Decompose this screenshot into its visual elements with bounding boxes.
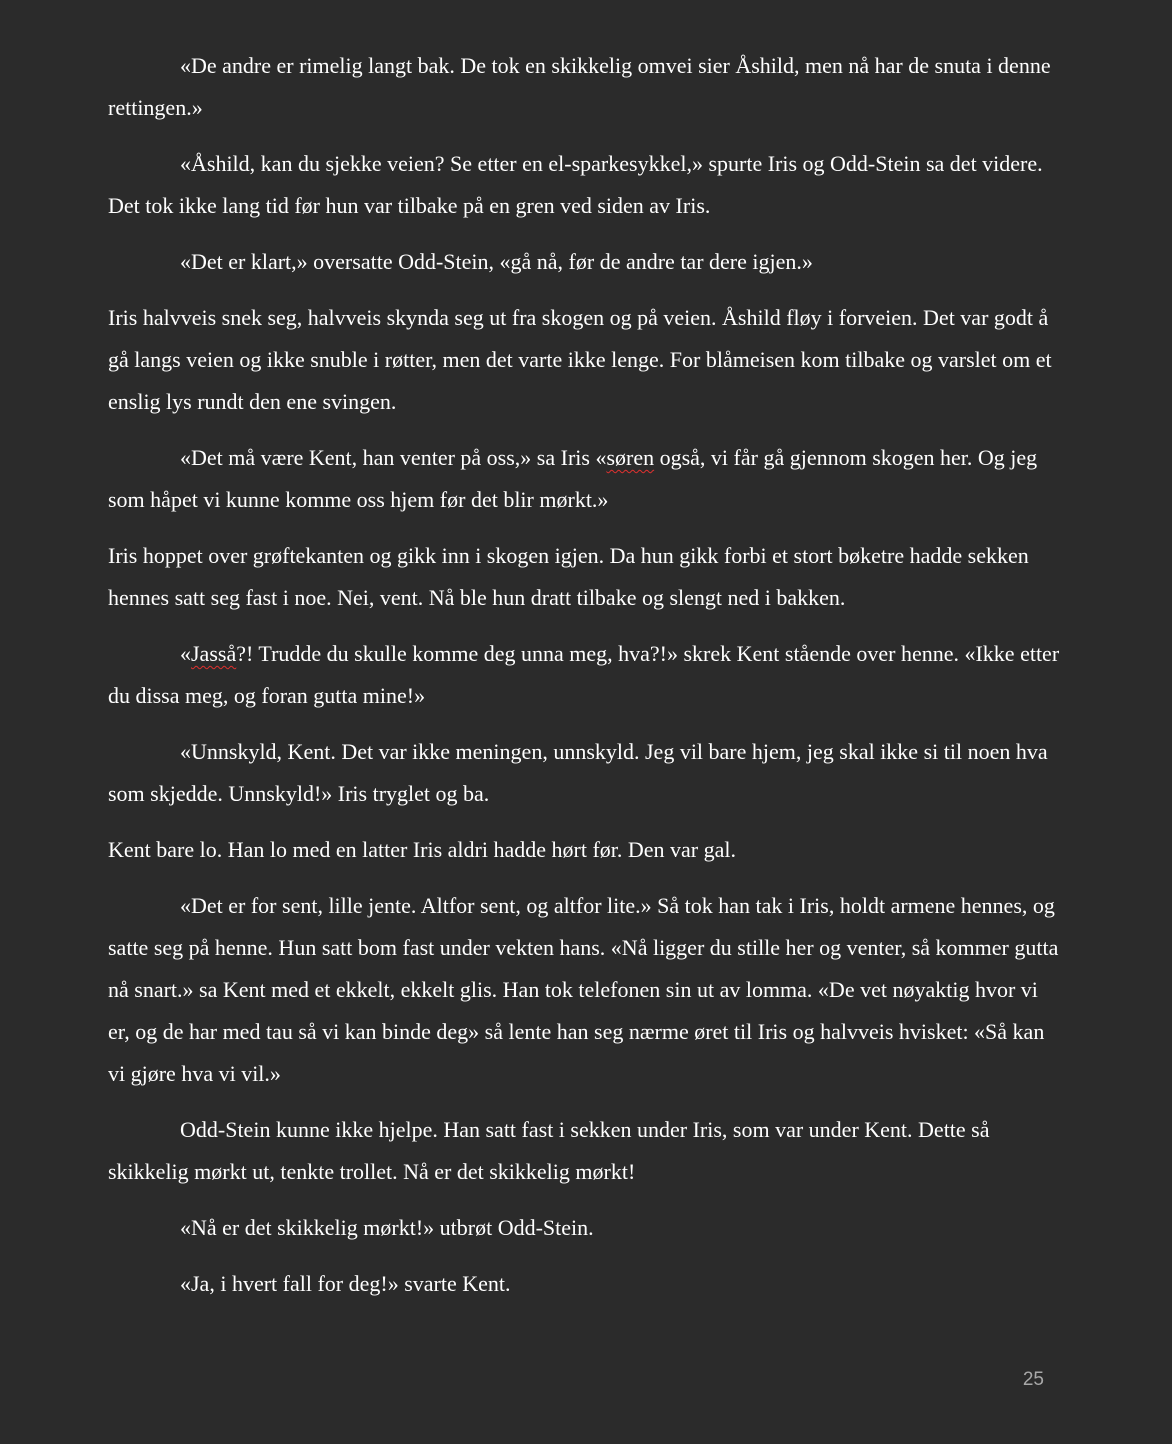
text-run: «Unnskyld, Kent. Det var ikke meningen, unnskyld. Jeg vil bare hjem, jeg skal ikke si til noen hva som skjedde. Unnskyld!» Iris tryglet og ba. xyxy=(108,739,1048,806)
text-run: «De andre er rimelig langt bak. De tok en skikkelig omvei sier Åshild, men nå har de snuta i denne rettingen.» xyxy=(108,53,1051,120)
paragraph xyxy=(108,1207,1062,1249)
paragraph xyxy=(108,297,1062,423)
paragraph xyxy=(108,829,1062,871)
text-run: ?! Trudde du skulle komme deg unna meg, hva?!» skrek Kent stående over henne. «Ikke etter du dissa meg, og foran gutta mine!» xyxy=(108,641,1060,708)
paragraph xyxy=(108,885,1062,1095)
text-run: «Det er klart,» oversatte Odd-Stein, «gå nå, før de andre tar dere igjen.» xyxy=(180,249,813,274)
text-run: «Det er for sent, lille jente. Altfor sent, og altfor lite.» Så tok han tak i Iris, holdt armene hennes, og satte seg på henne. Hun satt bom fast under vekten hans. «Nå ligger du stille her og venter, så kommer gutta nå snart.» sa Kent med et ekkelt, ekkelt glis. Han tok telefonen sin ut av lomma. «De vet nøyaktig hvor vi er, og de har med tau så vi kan binde deg» så lente han seg nærme øret til Iris og halvveis hvisket: «Så kan vi gjøre hva vi vil.» xyxy=(108,893,1059,1086)
document-body[interactable] xyxy=(108,45,1062,1305)
paragraph xyxy=(108,45,1062,129)
text-run: Iris halvveis snek seg, halvveis skynda seg ut fra skogen og på veien. Åshild fløy i forveien. Det var godt å gå langs veien og ikke snuble i røtter, men det varte ikke lenge. For blåmeisen kom tilbake og varslet om et enslig lys rundt den ene svingen. xyxy=(108,305,1052,414)
text-run: «Nå er det skikkelig mørkt!» utbrøt Odd-Stein. xyxy=(180,1215,594,1240)
misspelled-word: søren xyxy=(606,445,655,470)
paragraph xyxy=(108,241,1062,283)
page-number: 25 xyxy=(1022,1369,1044,1390)
misspelled-word: Jasså xyxy=(191,641,237,666)
paragraph xyxy=(108,535,1062,619)
paragraph xyxy=(108,143,1062,227)
text-run: «Åshild, kan du sjekke veien? Se etter en el-sparkesykkel,» spurte Iris og Odd-Stein sa det videre. Det tok ikke lang tid før hun var tilbake på en gren ved siden av Iris. xyxy=(108,151,1043,218)
paragraph xyxy=(108,1263,1062,1305)
text-run: « xyxy=(180,641,191,666)
text-run: også, vi får gå gjennom skogen her. Og jeg som håpet vi kunne komme oss hjem før det blir mørkt.» xyxy=(108,445,1038,512)
text-run: «Ja, i hvert fall for deg!» svarte Kent. xyxy=(180,1271,511,1296)
text-run: «Det må være Kent, han venter på oss,» sa Iris « xyxy=(180,445,607,470)
text-run: Odd-Stein kunne ikke hjelpe. Han satt fast i sekken under Iris, som var under Kent. Dette så skikkelig mørkt ut, tenkte trollet. Nå er det skikkelig mørkt! xyxy=(108,1117,990,1184)
text-run: Kent bare lo. Han lo med en latter Iris aldri hadde hørt før. Den var gal. xyxy=(108,837,736,862)
paragraph xyxy=(108,731,1062,815)
paragraph xyxy=(108,1109,1062,1193)
paragraph xyxy=(108,633,1062,717)
paragraph xyxy=(108,437,1062,521)
text-run: Iris hoppet over grøftekanten og gikk inn i skogen igjen. Da hun gikk forbi et stort bøketre hadde sekken hennes satt seg fast i noe. Nei, vent. Nå ble hun dratt tilbake og slengt ned i bakken. xyxy=(108,543,1029,610)
